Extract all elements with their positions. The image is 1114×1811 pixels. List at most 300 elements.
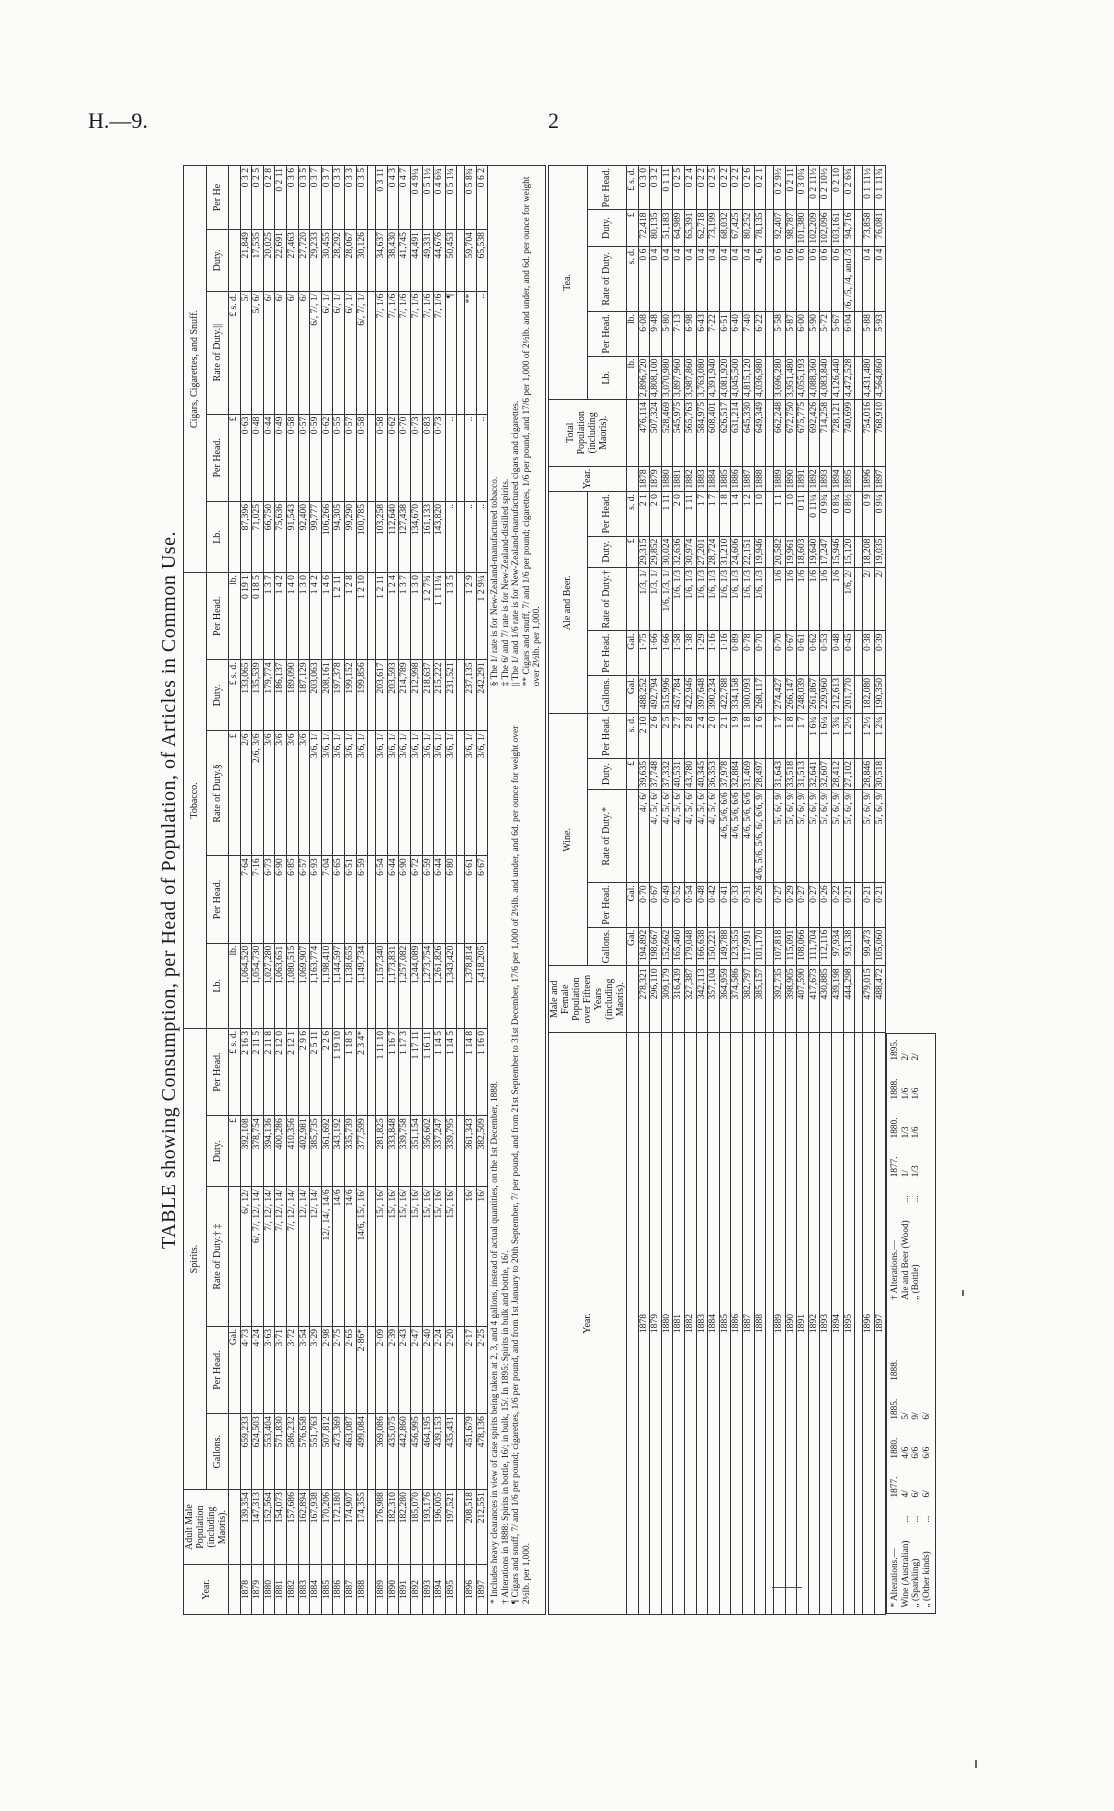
table-cell: 190,350	[874, 675, 886, 714]
table-cell: 99,473	[863, 927, 875, 966]
table-cell: 3/6, 1/	[445, 731, 457, 856]
table-cell: 0 2 2	[696, 166, 708, 210]
table-cell: 0·21	[843, 883, 855, 927]
table-cell: 3·72	[286, 1326, 298, 1413]
table-cell: 1889	[774, 1033, 786, 1615]
table-cell: 268,117	[754, 675, 766, 714]
table-cell: 1,418,205	[476, 943, 488, 1028]
table-cell: 0 2 2	[719, 166, 731, 210]
group-spirits: Spirits.	[184, 1028, 207, 1489]
table-cell: 1 2 8	[344, 573, 356, 660]
table-cell: 5/, 6/, 9/	[774, 790, 786, 883]
table-cell: 12/, 14/	[298, 1187, 310, 1327]
table-cell: 31,469	[742, 758, 754, 789]
table-cell: 584,975	[696, 399, 708, 466]
table-cell: ..	[465, 414, 477, 501]
table-cell: 1891	[797, 1033, 809, 1615]
table-cell: 478,136	[476, 1414, 488, 1490]
table-cell: 76,081	[874, 210, 886, 246]
table-cell: 99,290	[344, 501, 356, 572]
table-row	[696, 166, 708, 1615]
table-cell: 231,521	[445, 660, 457, 731]
table-cell: 111,704	[808, 927, 820, 966]
table-cell: 6·43	[696, 312, 708, 356]
table-cell: 0 2 5	[708, 166, 720, 210]
table-cell: 1,257,082	[399, 943, 411, 1028]
table-cell: 1/6, 1/3	[673, 567, 685, 631]
table-cell: 0 6 2	[476, 166, 488, 230]
table-cell: 1/6, 1/3	[708, 567, 720, 631]
table-cell: 12/, 14/	[310, 1187, 322, 1327]
table-cell: 127,438	[399, 501, 411, 572]
table-cell: 3·71	[275, 1326, 287, 1413]
table-cell: 6·54	[376, 856, 388, 943]
table-cell: 1897	[874, 1033, 886, 1615]
table-cell: 692,426	[808, 399, 820, 466]
table-cell: 1/6, 1/3	[731, 567, 743, 631]
alteration-rate: 6/6	[921, 1446, 932, 1459]
table-cell: 1,343,420	[445, 943, 457, 1028]
table-cell: 0 3 0	[638, 166, 650, 210]
table-cell: 2 3 4*	[356, 1028, 368, 1115]
table-cell: 152,564	[263, 1490, 275, 1565]
table-cell: 0 2 2	[731, 166, 743, 210]
table-cell: 2 12 1	[286, 1028, 298, 1115]
table-cell: 6·00	[797, 312, 809, 356]
table-cell: 7·64	[240, 856, 252, 943]
table-cell: 0 2 8	[263, 166, 275, 230]
table-cell: 1/6, 1/3, 1/	[661, 567, 673, 631]
table-cell: 185,070	[410, 1490, 422, 1565]
table-cell: 179,048	[684, 927, 696, 966]
table-cell: 0 4	[708, 246, 720, 312]
table-cell: 2 8	[684, 714, 696, 758]
table-cell: 149,788	[719, 927, 731, 966]
table-row	[252, 166, 264, 1615]
table-cell: 382,509	[476, 1116, 488, 1187]
table-cell: 0 9	[863, 492, 875, 536]
alteration-label: * Alterations.—	[890, 1548, 901, 1608]
table-cell: 400,286	[275, 1116, 287, 1187]
table-cell: 3,070,980	[661, 356, 673, 399]
table-cell: 44,491	[410, 230, 422, 292]
table-cell: 6·51	[344, 856, 356, 943]
table-cell: 6·04	[843, 312, 855, 356]
table-cell: 1 2 11	[333, 573, 345, 660]
table-cell: 1·29	[696, 631, 708, 675]
table-cell: 59,704	[465, 230, 477, 292]
unit-cell: Gal.	[626, 927, 638, 966]
table-cell: 768,910	[874, 399, 886, 466]
table-cell: 6/, 1/	[321, 291, 333, 414]
table-cell: 1,163,774	[310, 943, 322, 1028]
table-cell: 385,157	[754, 966, 766, 1033]
table-cell: 15/, 16/	[434, 1187, 446, 1327]
table-cell: 1 9	[731, 714, 743, 758]
unit-cell	[229, 1187, 241, 1327]
table-cell: 0 3 2	[240, 166, 252, 230]
table-cell: 27,463	[286, 230, 298, 292]
table-cell: 0 3 7	[321, 166, 333, 230]
col-per-head-money: Per Head.	[206, 1028, 229, 1115]
table-cell: 1889	[774, 466, 786, 491]
table-cell: 31,210	[719, 536, 731, 567]
table-cell: 0·27	[797, 883, 809, 927]
table-cell: 1,273,754	[422, 943, 434, 1028]
alteration-year: 1885.	[890, 1398, 901, 1420]
table-cell: 101,380	[797, 210, 809, 246]
table-cell: 2/	[874, 567, 886, 631]
table-cell: 17,247	[820, 536, 832, 567]
table-cell: 2 2 6	[321, 1028, 333, 1115]
alteration-year: 1877.	[890, 1156, 901, 1178]
table-cell: 1882	[286, 1565, 298, 1615]
table-cell: 30,455	[321, 230, 333, 292]
unit-cell: £	[626, 758, 638, 789]
table-cell: 24,606	[731, 536, 743, 567]
table-cell: 1886	[333, 1565, 345, 1615]
table-cell: 364,959	[719, 966, 731, 1033]
table-cell: 5·80	[661, 312, 673, 356]
table-cell: 464,195	[422, 1414, 434, 1490]
table-cell: 15/, 16/	[376, 1187, 388, 1327]
table-cell: 179,774	[263, 660, 275, 731]
table-cell: 105,060	[874, 927, 886, 966]
table-row	[820, 166, 832, 1615]
table-cell: 1·66	[661, 631, 673, 675]
table-cell: 112,116	[820, 927, 832, 966]
unit-cell	[229, 166, 241, 230]
table-cell: 2·65	[344, 1326, 356, 1413]
table-cell: 0·31	[742, 883, 754, 927]
table-cell: 1 16 11	[422, 1028, 434, 1115]
group-cigars: Cigars, Cigarettes, and Snuff.	[184, 166, 207, 573]
table-cell: 133,065	[240, 660, 252, 731]
table-cell: 576,658	[298, 1414, 310, 1490]
table-cell: 0 1 11	[661, 166, 673, 210]
table-cell: 5/, 6/, 9/	[808, 790, 820, 883]
table-cell: 1879	[650, 1033, 662, 1615]
table-cell: 4·73	[240, 1326, 252, 1413]
col-year: Year.	[184, 1565, 229, 1615]
table-cell: 0 11	[797, 492, 809, 536]
table-cell: 103,161	[832, 210, 844, 246]
unit-cell: £	[229, 414, 241, 501]
table-cell: 197,378	[333, 660, 345, 731]
table-cell: 0 3 2	[650, 166, 662, 210]
table-cell: 1 2	[742, 492, 754, 536]
table-cell: 4,391,940	[708, 356, 720, 399]
table-cell: ..	[476, 291, 488, 414]
table-row	[356, 166, 368, 1615]
table-cell: 176,988	[376, 1490, 388, 1565]
col-per-head: Per Head.	[587, 312, 626, 356]
table-row	[673, 166, 685, 1615]
table-row	[333, 166, 345, 1615]
table-cell: 32,607	[820, 758, 832, 789]
unit-cell	[626, 790, 638, 883]
table-cell: 728,121	[832, 399, 844, 466]
table-cell: 27,720	[298, 230, 310, 292]
table-cell: 0·73	[410, 414, 422, 501]
table-cell: 161,133	[422, 501, 434, 572]
col-per-head-tea: Per Head.	[587, 166, 626, 210]
table-cell: 242,291	[476, 660, 488, 731]
table-cell: 1880	[263, 1565, 275, 1615]
table-cell: 3/6, 1/	[476, 731, 488, 856]
table-cell: 2 11 5	[252, 1028, 264, 1115]
alteration-row-label: Wine (Australian)	[900, 1540, 911, 1608]
table-cell: 208,161	[321, 660, 333, 731]
unit-cell: lb.	[229, 573, 241, 660]
footnote: || The 1/ and 1/6 rate is for New-Zealand-manufactured cigars and cigarettes.	[511, 400, 522, 687]
table-cell: 378,754	[252, 1116, 264, 1187]
table-cell: 0·27	[774, 883, 786, 927]
table-cell: 150,221	[708, 927, 720, 966]
table-cell: 1887	[742, 1033, 754, 1615]
col-gallons: Gallons.	[587, 675, 626, 714]
table-cell: 0 6	[797, 246, 809, 312]
table-cell: 40,345	[696, 758, 708, 789]
table-row	[422, 166, 434, 1615]
table-cell: 32,636	[673, 536, 685, 567]
table-cell: 15/, 16/	[422, 1187, 434, 1327]
footnote: ** Cigars and snuff, 7/ and 1/6 per pound; cigarettes, 1/6 per pound, and 17/6 per 1,000 of 2½lb. and under, and 6d. per ounce for weight over 2½lb. per 1,000.	[521, 176, 543, 687]
table-cell: 1887	[742, 466, 754, 491]
table-cell: 1 11	[661, 492, 673, 536]
table-cell: 2·75	[333, 1326, 345, 1413]
table-cell: 37,332	[661, 758, 673, 789]
table-cell: 92,400	[298, 501, 310, 572]
table-cell: 4/, 6/	[638, 790, 650, 883]
table-cell: 71,025	[252, 501, 264, 572]
table-cell: 0 3 11	[376, 166, 388, 230]
alteration-year: 1880.	[890, 1437, 901, 1459]
unit-cell	[229, 501, 241, 572]
table-cell: 492,794	[650, 675, 662, 714]
table-cell: 456,995	[410, 1414, 422, 1490]
table-cell: 6·44	[434, 856, 446, 943]
table-cell: 27,201	[696, 536, 708, 567]
table-cell: 0 18 5	[252, 573, 264, 660]
table-cell: 1894	[434, 1565, 446, 1615]
table-cell: 7·40	[742, 312, 754, 356]
table-cell: 0·83	[422, 414, 434, 501]
table-cell: 6/, 7/, 1/	[310, 291, 322, 414]
scan-mark	[975, 1760, 977, 1768]
table-cell: 0 4	[684, 246, 696, 312]
table-cell: 675,775	[797, 399, 809, 466]
table-cell: 507,812	[321, 1414, 333, 1490]
alteration-rate: 2/	[911, 1053, 922, 1061]
table-cell: 30,024	[661, 536, 673, 567]
table-cell: 1 4 0	[286, 573, 298, 660]
table-cell: 0·42	[708, 883, 720, 927]
table-cell: 0 2 1	[754, 166, 766, 210]
table-cell: 1895	[843, 1033, 855, 1615]
col-per-head-money: Per Head.	[206, 573, 229, 660]
table-row	[708, 166, 720, 1615]
table-cell: 1·38	[684, 631, 696, 675]
table-cell: 1878	[240, 1565, 252, 1615]
table-cell: 0 5 8¾	[465, 166, 477, 230]
table-cell: 1 6¾	[808, 714, 820, 758]
table-cell: 3/6, 1/	[310, 731, 322, 856]
alteration-rate: 1/6	[900, 1087, 911, 1100]
table-cell: 3/6, 1/	[422, 731, 434, 856]
table-cell: 0 2 6¾	[843, 166, 855, 210]
table-cell: 49,331	[422, 230, 434, 292]
table-cell: 281,825	[376, 1116, 388, 1187]
table-cell: 0·59	[310, 414, 322, 501]
table-cell: 91,543	[286, 501, 298, 572]
table-cell: 6·93	[310, 856, 322, 943]
alteration-rate: 6/	[921, 1490, 932, 1498]
table-cell: 261,867	[808, 675, 820, 714]
unit-cell	[626, 966, 638, 1033]
table-cell: 0 4 9¼	[410, 166, 422, 230]
table-cell: 1884	[708, 1033, 720, 1615]
table-cell: 98,787	[785, 210, 797, 246]
table-cell: 101,170	[754, 927, 766, 966]
table-cell: 7·16	[252, 856, 264, 943]
col-rate-tea: Rate of Duty.	[587, 246, 626, 312]
table-cell: 4,036,980	[754, 356, 766, 399]
table-cell: 212,613	[832, 675, 844, 714]
table-row	[742, 166, 754, 1615]
alteration-dots: ...	[911, 1515, 922, 1523]
alteration-year: 1888.	[890, 1078, 901, 1100]
footnote: ¶ Cigars and snuff, 7/ and 1/6 per pound; cigarettes, 1/6 per pound, and from 1st January to 20th September, 7/ per pound, and from 21st September to 31st December, 17/6 per 1,000 of 2½lb. and under, and 6d. per ounce for weight over 2½lb. per 1,000.	[511, 725, 532, 1604]
alteration-dots: ...	[911, 1195, 922, 1203]
table-cell: 5/, 6/, 9/	[863, 790, 875, 883]
table-cell: 0 4 7	[399, 166, 411, 230]
table-cell: 0 4	[650, 246, 662, 312]
table-cell: 3/6, 1/	[410, 731, 422, 856]
table-row	[286, 166, 298, 1615]
table-cell: 6·40	[731, 312, 743, 356]
table-cell: 296,110	[650, 966, 662, 1033]
table-cell: 1,378,814	[465, 943, 477, 1028]
unit-cell	[229, 1490, 241, 1565]
table-cell: 5/, 6/, 9/	[820, 790, 832, 883]
table-cell: 0·27	[808, 883, 820, 927]
table-wine-ale-tea	[548, 165, 936, 1615]
table-cell: 5/, 6/, 9/	[874, 790, 886, 883]
table-cell: 203,593	[387, 660, 399, 731]
unit-cell	[626, 567, 638, 631]
unit-cell: s. d.	[626, 492, 638, 536]
table-cell: 31,513	[797, 758, 809, 789]
table-row	[863, 166, 875, 1615]
table-cell: 0·41	[719, 883, 731, 927]
table-cell: 189,090	[286, 660, 298, 731]
table-cell: 0·26	[754, 883, 766, 927]
table-cell: 0·54	[684, 883, 696, 927]
table-cell: 14/6, 15/, 16/	[356, 1187, 368, 1327]
unit-cell	[229, 230, 241, 292]
table-cell: 19,035	[874, 536, 886, 567]
unit-cell	[626, 399, 638, 466]
table-cell: 451,679	[465, 1414, 477, 1490]
table-cell: 28,292	[333, 230, 345, 292]
table-cell: 3/6	[298, 731, 310, 856]
table-cell: 1890	[785, 466, 797, 491]
table-cell: 0·70	[774, 631, 786, 675]
table-cell: 0 1 11½	[863, 166, 875, 210]
table-cell: 103,258	[376, 501, 388, 572]
col-rate-ale: Rate of Duty.†	[587, 567, 626, 631]
table-cell: 1 7	[708, 492, 720, 536]
table-cell: 1 3 5	[445, 573, 457, 660]
table-cell: 7·13	[673, 312, 685, 356]
table-cell: 369,086	[376, 1414, 388, 1490]
table-cell: 0·67	[650, 883, 662, 927]
table-cell: 1 6¼	[820, 714, 832, 758]
table-cell: 463,087	[344, 1414, 356, 1490]
table-cell: 337,247	[434, 1116, 446, 1187]
table-cell: 0 3 7	[310, 166, 322, 230]
col-gallons: Gallons.	[206, 1414, 229, 1490]
table-cell: 0 3 5	[356, 166, 368, 230]
unit-row	[626, 166, 638, 1615]
table-cell: 444,298	[843, 966, 855, 1033]
table-cell: 99,777	[310, 501, 322, 572]
table-cell: 1 2 9¼	[476, 573, 488, 660]
table-cell: 1892	[410, 1565, 422, 1615]
table-cell: 199,152	[344, 660, 356, 731]
table-cell: 1885	[719, 466, 731, 491]
table-cell: 1 3 7	[399, 573, 411, 660]
table-cell: 16/	[476, 1187, 488, 1327]
table-cell: 162,894	[298, 1490, 310, 1565]
table-cell: 20,582	[774, 536, 786, 567]
table-cell: 2 11 8	[263, 1028, 275, 1115]
table-cell: 143,820	[434, 501, 446, 572]
alteration-rate: 5/	[900, 1412, 911, 1420]
table-cell: 94,716	[843, 210, 855, 246]
table-cell: 22,691	[275, 230, 287, 292]
table-cell: 1888	[754, 1033, 766, 1615]
table-cell: 108,066	[797, 927, 809, 966]
table-cell: 1,138,655	[344, 943, 356, 1028]
table-cell: 4,081,920	[719, 356, 731, 399]
table-cell: 334,158	[731, 675, 743, 714]
table-cell: 0·45	[843, 631, 855, 675]
table-cell: 407,590	[797, 966, 809, 1033]
table-cell: 6·51	[719, 312, 731, 356]
table-cell: 1882	[684, 466, 696, 491]
table-cell: 361,692	[321, 1116, 333, 1187]
table-cell: 4/, 5/, 6/	[708, 790, 720, 883]
table-cell: 342,113	[696, 966, 708, 1033]
table-cell: 43,780	[684, 758, 696, 789]
table-cell: 0 4	[742, 246, 754, 312]
table-cell: 0 1 11¾	[874, 166, 886, 210]
table-cell: 248,039	[797, 675, 809, 714]
table-cell: 714,258	[820, 399, 832, 466]
table-cell: 87,396	[240, 501, 252, 572]
table-cell: 1 2½	[863, 714, 875, 758]
table-cell: 0·49	[275, 414, 287, 501]
table-cell: 201,770	[843, 675, 855, 714]
alteration-row-label: „ (Other kinds)	[921, 1551, 932, 1608]
table-cell: 3,987,860	[684, 356, 696, 399]
table-row	[843, 166, 855, 1615]
table-cell: 2 10	[638, 714, 650, 758]
table-cell: 0·57	[298, 414, 310, 501]
alteration-dots: ...	[921, 1515, 932, 1523]
